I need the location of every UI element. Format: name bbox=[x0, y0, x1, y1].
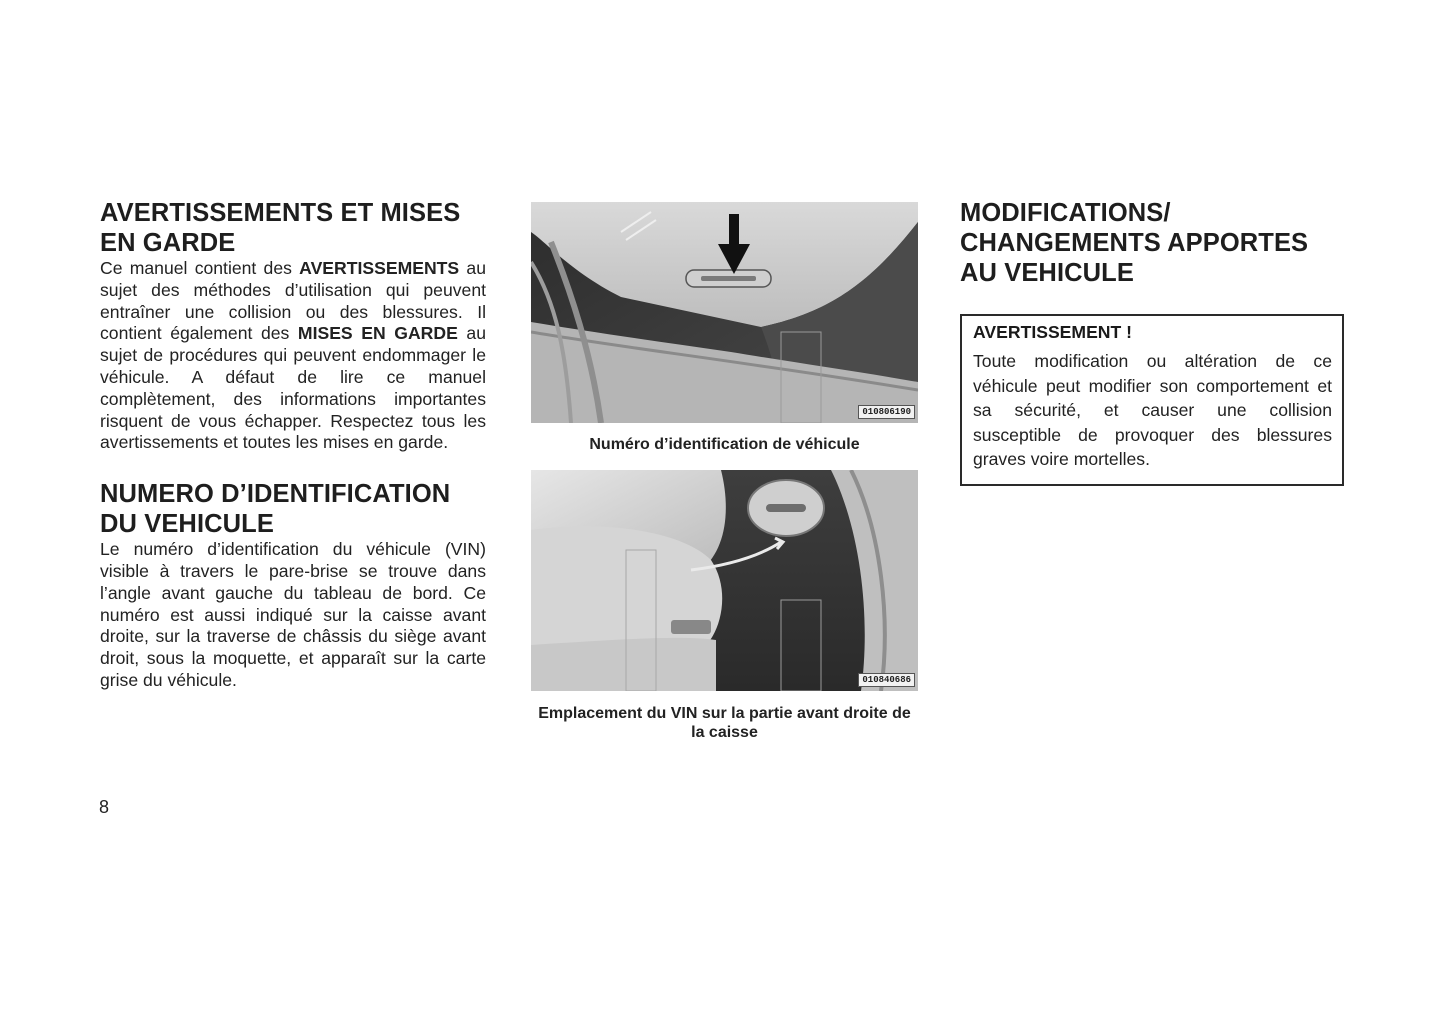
middle-column bbox=[531, 202, 918, 742]
warning-title: AVERTISSEMENT ! bbox=[973, 322, 1133, 342]
warnings-paragraph: Ce manuel contient des AVERTISSEMENTS au sujet des méthodes d’utilisation qui peuvent entraîner une collision ou des blessures. Il contient également des MISES EN GARDE au sujet de procédures qui peuvent endommager le véhicule. A défaut de lire ce manuel complètement, des informations importantes risquent de vous échapper. Respectez tous les avertissements et toutes les mises en garde. bbox=[100, 258, 486, 453]
warning-text: Toute modification ou altération de ce véhicule peut modifier son comportement et sa sécurité, et causer une collision susceptible de provoquer des blessures graves voire mortelles. bbox=[973, 351, 1332, 469]
seat-floor-illustration bbox=[531, 470, 918, 691]
figure1-code: 010806190 bbox=[858, 405, 915, 419]
section-title-warnings: AVERTISSEMENTS ET MISES EN GARDE bbox=[100, 199, 461, 257]
warning-box bbox=[960, 314, 1344, 486]
cautions-emphasis: MISES EN GARDE bbox=[297, 323, 458, 344]
left-column bbox=[100, 198, 486, 692]
figure2-caption: Emplacement du VIN sur la partie avant droite de la caisse bbox=[538, 705, 911, 741]
right-column bbox=[960, 198, 1346, 486]
figure1-caption: Numéro d’identification de véhicule bbox=[589, 436, 860, 453]
vin-body-photo bbox=[531, 470, 918, 691]
section-title-vin: NUMERO D’IDENTIFICATION DU VEHICULE bbox=[100, 480, 451, 539]
figure2-code: 010840686 bbox=[858, 673, 915, 687]
page-number: 8 bbox=[99, 797, 110, 817]
dashboard-illustration bbox=[531, 202, 918, 423]
vin-windshield-photo bbox=[531, 202, 918, 423]
warnings-emphasis: AVERTISSEMENTS bbox=[299, 258, 460, 278]
section-title-modifications: MODIFICATIONS/ CHANGEMENTS APPORTES AU VEHICULE bbox=[960, 199, 1309, 287]
vin-paragraph: Le numéro d’identification du véhicule (VIN) visible à travers le pare-brise se trouve dans l’angle avant gauche du tableau de bord. Ce numéro est aussi indiqué sur la caisse avant droite, sur la traverse de châssis du siège avant droit, sous la moquette, et apparaît sur la carte grise du véhicule. bbox=[100, 539, 486, 690]
